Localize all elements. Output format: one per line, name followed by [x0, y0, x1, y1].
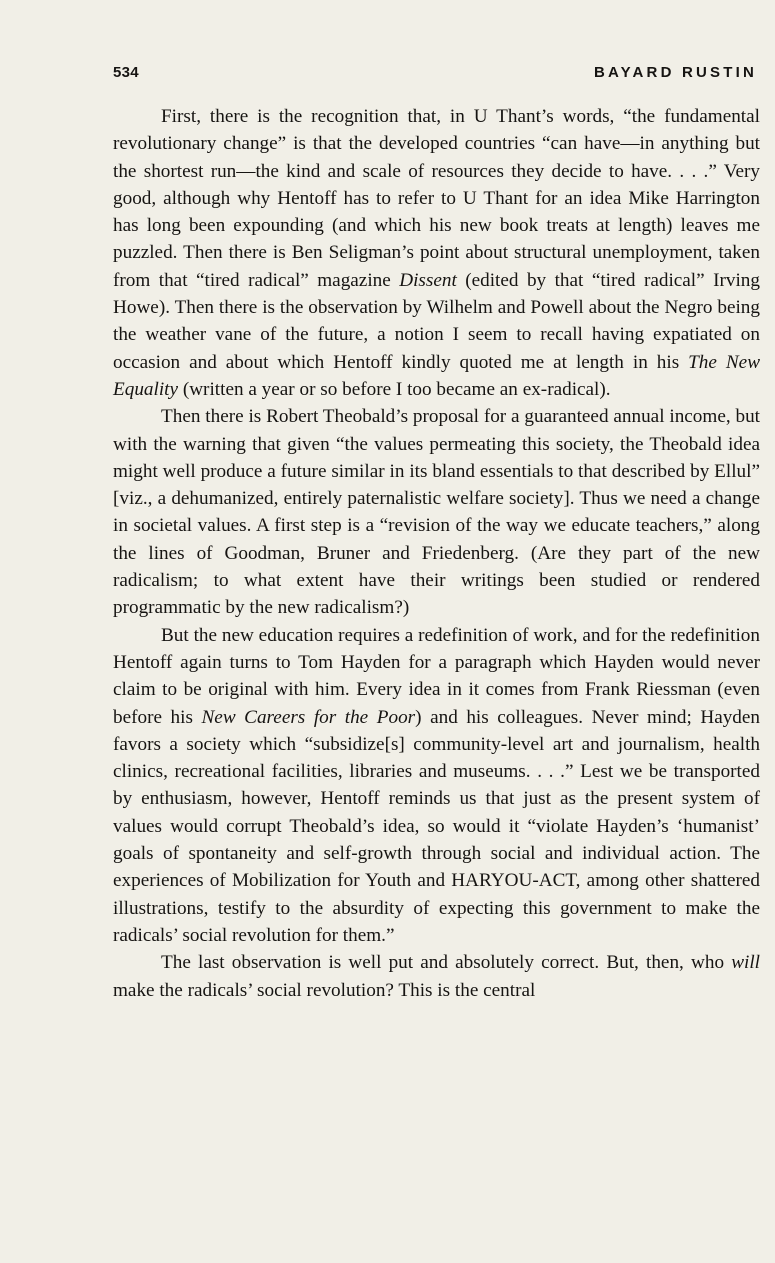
text-segment: (written a year or so before I too became an ex-radical).	[178, 378, 611, 400]
text-segment: But the new education requires a redefinition of work, and for the redefinition Hentoff again turns to Tom Hayden for a paragraph which Hayden would never claim to be original with him. Every idea in it comes from Frank Riessman (even before his	[113, 624, 760, 728]
page-header	[113, 60, 757, 84]
text-segment: The last observation is well put and absolutely correct. But, then, who	[161, 952, 732, 974]
running-head: BAYARD RUSTIN	[593, 63, 757, 81]
italic-emphasis: will	[731, 952, 760, 974]
text-segment: make the radicals’ social revolution? This is the central	[113, 979, 536, 1001]
italic-title: The New Equality	[113, 351, 760, 400]
italic-title: New Careers for the Poor	[201, 706, 416, 728]
paragraph	[113, 403, 760, 621]
text-segment: (edited by that “tired radical” Irving Howe). Then there is the observation by Wilhelm and Powell about the Negro being the weather vane of the future, a notion I seem to recall having expatiated on occasion and about which Hentoff kindly quoted me at length in his	[113, 269, 760, 373]
italic-title: Dissent	[399, 269, 457, 291]
page-number: 534	[113, 63, 139, 81]
text-segment: Then there is Robert Theobald’s proposal for a guaranteed annual income, but with the warning that given “the values permeating this society, the Theobald idea might well produce a future similar in its bland essentials to that described by Ellul” [viz., a dehumanized, entirely paternalistic welfare society]. Thus we need a change in societal values. A first step is a “revision of the way we educate teachers,” along the lines of Goodman, Bruner and Friedenberg. (Are they part of the new radicalism; to what extent have their writings been studied or rendered programmatic by the new radicalism?)	[113, 406, 760, 619]
paragraph	[113, 622, 760, 950]
paragraph	[113, 103, 760, 403]
text-segment: First, there is the recognition that, in U Thant’s words, “the fundamental revolutionary change” is that the developed countries “can have—in anything but the shortest run—the kind and scale of resources they decide to have. . . .” Very good, although why Hentoff has to refer to U Thant for an idea Mike Harrington has long been expounding (and which his new book treats at length) leaves me puzzled. Then there is Ben Seligman’s point about structural unemployment, taken from that “tired radical” magazine	[113, 106, 760, 291]
body-text	[113, 103, 760, 1004]
paragraph	[113, 949, 760, 1004]
text-segment: ) and his colleagues. Never mind; Hayden favors a society which “subsidize[s] community-level art and journalism, health clinics, recreational facilities, libraries and museums. . . .” Lest we be transported by enthusiasm, however, Hentoff reminds us that just as the present system of values would corrupt Theobald’s idea, so would it “violate Hayden’s ‘humanist’ goals of spontaneity and self-growth through social and individual action. The experiences of Mobilization for Youth and HARYOU-ACT, among other shattered illustrations, testify to the absurdity of expecting this government to make the radicals’ social revolution for them.”	[113, 706, 761, 946]
